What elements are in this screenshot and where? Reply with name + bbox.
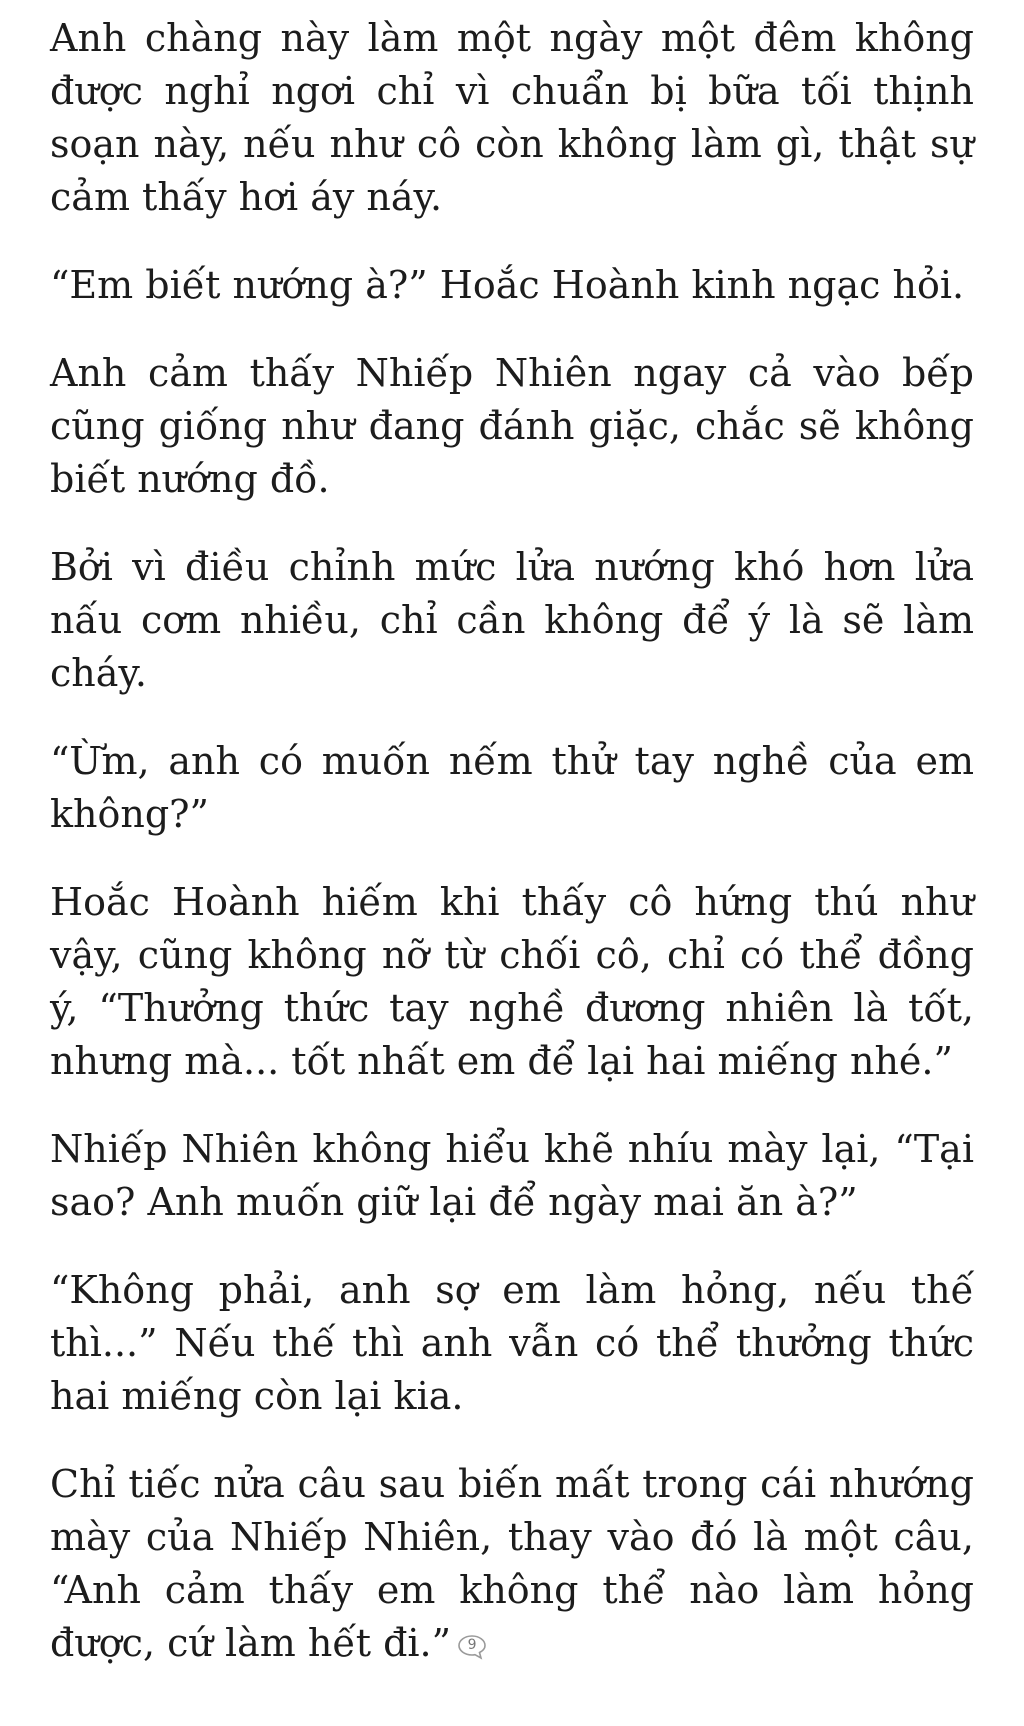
paragraph: Anh chàng này làm một ngày một đêm không được nghỉ ngơi chỉ vì chuẩn bị bữa tối thịnh soạn này, nếu như cô còn không làm gì, thật sự cảm thấy hơi áy náy. [50, 16, 974, 219]
reading-page [50, 12, 974, 1670]
comment-count: 9 [467, 1637, 477, 1653]
paragraph: “Ừm, anh có muốn nếm thử tay nghề của em không?” [50, 739, 974, 836]
paragraph: “Không phải, anh sợ em làm hỏng, nếu thế thì...” Nếu thế thì anh vẫn có thể thưởng thức hai miếng còn lại kia. [50, 1268, 974, 1418]
last-paragraph [50, 1458, 974, 1670]
comment-badge[interactable] [457, 1634, 487, 1658]
paragraph: Anh cảm thấy Nhiếp Nhiên ngay cả vào bếp cũng giống như đang đánh giặc, chắc sẽ không biết nướng đồ. [50, 351, 974, 501]
paragraph: Nhiếp Nhiên không hiểu khẽ nhíu mày lại, “Tại sao? Anh muốn giữ lại để ngày mai ăn à?” [50, 1127, 974, 1224]
paragraph: Bởi vì điều chỉnh mức lửa nướng khó hơn lửa nấu cơm nhiều, chỉ cần không để ý là sẽ làm cháy. [50, 545, 974, 695]
paragraph: Hoắc Hoành hiếm khi thấy cô hứng thú như vậy, cũng không nỡ từ chối cô, chỉ có thể đồng ý, “Thưởng thức tay nghề đương nhiên là tốt, nhưng mà... tốt nhất em để lại hai miếng nhé.” [50, 880, 974, 1083]
paragraph-text: Chỉ tiếc nửa câu sau biến mất trong cái nhướng mày của Nhiếp Nhiên, thay vào đó là một câu, “Anh cảm thấy em không thể nào làm hỏng được, cứ làm hết đi.” [50, 1462, 974, 1665]
paragraph: “Em biết nướng à?” Hoắc Hoành kinh ngạc hỏi. [50, 263, 965, 307]
